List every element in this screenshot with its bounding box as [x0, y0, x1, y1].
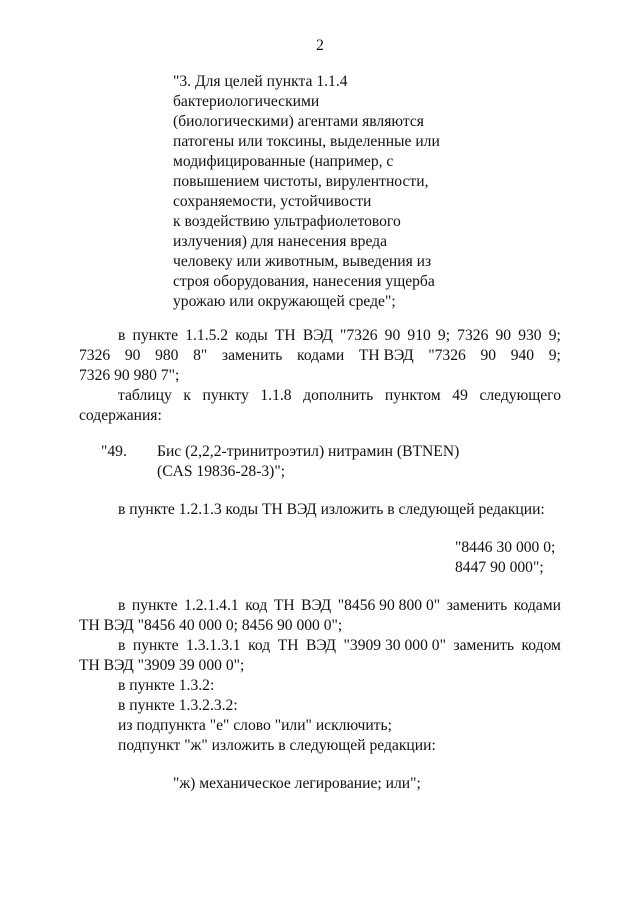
word: кодом: [521, 637, 561, 654]
word: "7326: [339, 327, 378, 344]
word: 940: [510, 347, 535, 364]
word: ВЭД: [302, 327, 333, 344]
word: дополнить: [303, 387, 374, 404]
word: 90: [495, 327, 512, 344]
quote-line: человеку или животным, выведения из: [173, 253, 432, 270]
word: 8": [193, 347, 208, 364]
item-number: "49.: [101, 443, 127, 460]
word: кодами: [513, 597, 561, 614]
word: 7326: [457, 327, 489, 344]
word: в: [118, 327, 126, 344]
word: следующего: [479, 387, 561, 404]
justified-line: [118, 386, 561, 406]
quote-line: сохраняемости, устойчивости: [173, 193, 372, 210]
word: 1.3.1.3.1: [186, 637, 241, 654]
word: коды: [235, 327, 268, 344]
word: 980: [155, 347, 179, 364]
word: таблицу: [118, 387, 172, 404]
word: 7326: [79, 347, 111, 364]
word: 910: [407, 327, 431, 344]
word: 49: [452, 387, 468, 404]
word: заменить: [221, 347, 283, 364]
quote-line: "3. Для целей пункта 1.1.4: [173, 73, 348, 90]
word: 1.1.8: [260, 387, 292, 404]
word: пункте: [132, 637, 179, 654]
word: ТН ВЭД: [358, 347, 414, 364]
justified-line: [118, 636, 561, 656]
word: к: [183, 387, 191, 404]
quote-line: строя оборудования, нанесения ущерба: [173, 273, 435, 290]
word: кодами: [297, 347, 345, 364]
quote-line: патогены или токсины, выделенные или: [173, 133, 440, 150]
word: пунктом: [384, 387, 441, 404]
quote-line: к воздействию ультрафиолетового: [173, 213, 401, 230]
quote-line: излучения) для нанесения вреда: [173, 233, 388, 250]
paragraph-line: в пункте 1.2.1.3 коды ТН ВЭД изложить в следующей редакции:: [118, 501, 545, 518]
quote-line: урожаю или окружающей среде";: [173, 293, 396, 310]
word: 9;: [437, 327, 451, 344]
word: ТН: [273, 597, 295, 614]
paragraph-line: содержания:: [79, 407, 162, 424]
justified-line: [118, 326, 561, 346]
word: "3909 30 000 0": [343, 637, 446, 654]
paragraph-line: в пункте 1.3.2:: [118, 677, 215, 694]
word: 930: [518, 327, 542, 344]
word: 9;: [548, 327, 561, 344]
paragraph-line: 7326 90 980 7";: [79, 367, 180, 384]
word: в: [118, 637, 126, 654]
paragraph-line: в пункте 1.3.2.3.2:: [118, 697, 238, 714]
word: 90: [384, 327, 401, 344]
word: 1.1.5.2: [185, 327, 229, 344]
word: заменить: [453, 637, 514, 654]
word: ТН: [277, 637, 299, 654]
word: 90: [124, 347, 141, 364]
word: заменить: [446, 597, 508, 614]
code-line: 8447 90 000";: [455, 559, 544, 576]
word: пункту: [202, 387, 249, 404]
quote-line: бактериологическими: [173, 93, 320, 110]
quote-zh: "ж) механическое легирование; или";: [173, 775, 421, 792]
item-line: (CAS 19836-28-3)";: [157, 463, 286, 480]
word: ТН: [274, 327, 296, 344]
word: "7326: [428, 347, 466, 364]
word: 1.2.1.4.1: [184, 597, 239, 614]
word: пункте: [131, 597, 178, 614]
word: код: [245, 597, 268, 614]
justified-line: [118, 596, 561, 616]
word: "8456 90 800 0": [337, 597, 441, 614]
paragraph-line: подпункт "ж" изложить в следующей редакции:: [118, 737, 436, 754]
code-line: "8446 30 000 0;: [455, 539, 556, 556]
quote-line: повышением чистоты, вирулентности,: [173, 173, 429, 190]
paragraph-line: ТН ВЭД "8456 40 000 0; 8456 90 000 0";: [79, 617, 343, 634]
word: пункте: [132, 327, 179, 344]
page-number: 2: [316, 37, 324, 54]
paragraph-line: из подпункта "е" слово "или" исключить;: [118, 717, 392, 734]
justified-line: [79, 346, 561, 366]
word: 9;: [548, 347, 561, 364]
word: ВЭД: [301, 597, 332, 614]
word: 90: [480, 347, 497, 364]
word: в: [118, 597, 126, 614]
word: ВЭД: [306, 637, 337, 654]
paragraph-line: ТН ВЭД "3909 39 000 0";: [79, 657, 245, 674]
quote-line: (биологическими) агентами являются: [173, 113, 424, 130]
item-line: Бис (2,2,2-тринитроэтил) нитрамин (BTNEN): [157, 443, 460, 460]
word: код: [248, 637, 271, 654]
quote-line: модифицированные (например, с: [173, 153, 394, 170]
